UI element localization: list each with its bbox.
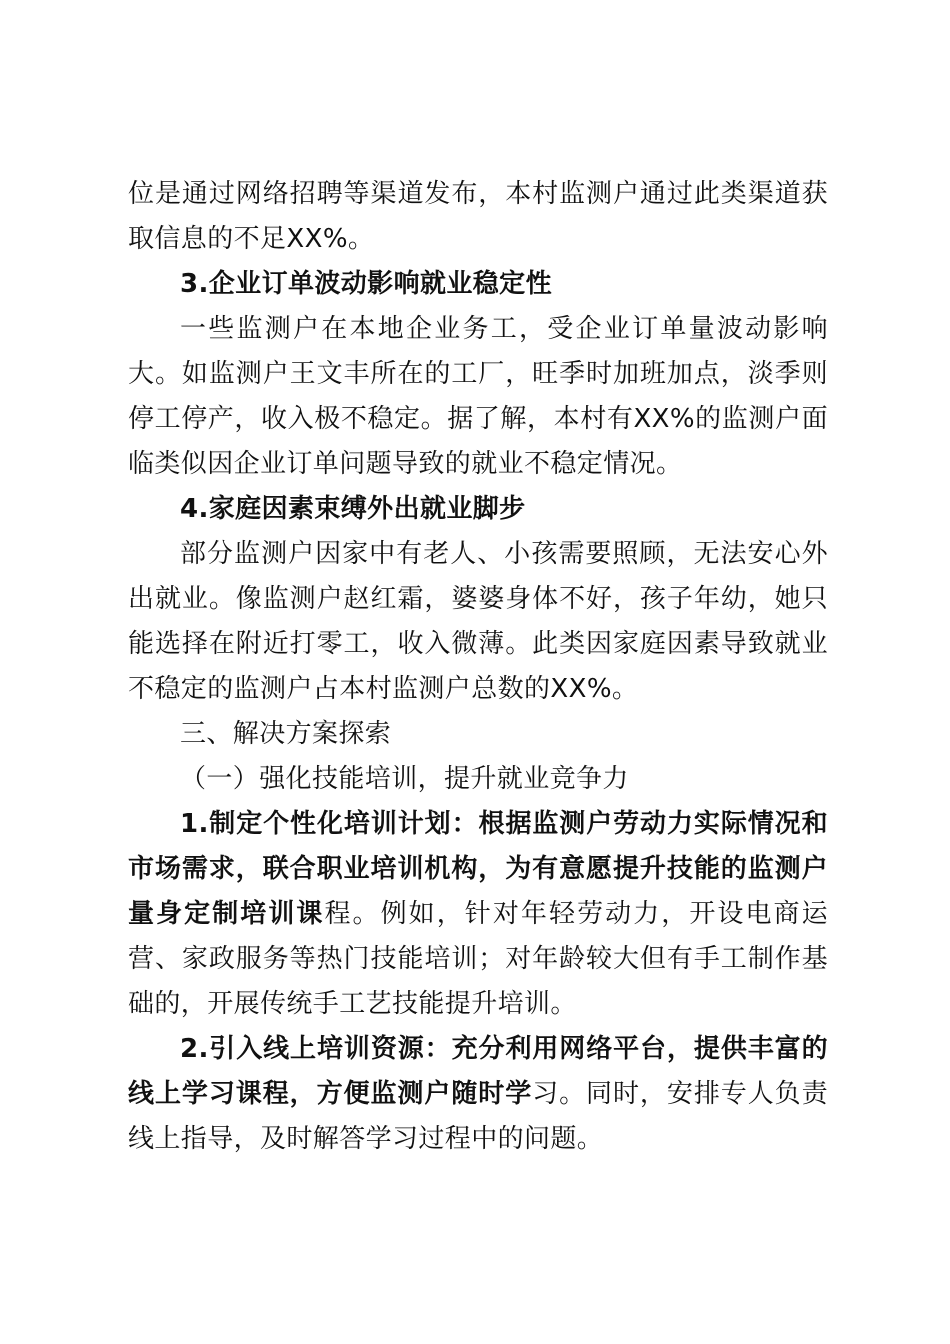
body-online-training: 习。同时，安排专人负责线上指导，及时解答学习过程中的问题。 — [128, 1079, 828, 1154]
subsection-heading-skills-training: （一）强化技能培训，提升就业竞争力 — [180, 764, 629, 794]
paragraph-continuation: 位是通过网络招聘等渠道发布，本村监测户通过此类渠道获取信息的不足XX%。 — [128, 179, 828, 254]
lead-online-training: 2.引入线上培训资源：充分利用网络平台，提供丰富的线上学习课程，方便监测户随时学 — [128, 1034, 828, 1109]
paragraph-family-factors: 部分监测户因家中有老人、小孩需要照顾，无法安心外出就业。像监测户赵红霜，婆婆身体不好，孩子年幼，她只能选择在附近打零工，收入微薄。此类因家庭因素导致就业不稳定的监测户占本村监测户总数的XX%。 — [128, 539, 828, 704]
document-page — [128, 172, 828, 1162]
body-training-plan: 程。例如，针对年轻劳动力，开设电商运营、家政服务等热门技能培训；对年龄较大但有手工制作基础的，开展传统手工艺技能提升培训。 — [128, 899, 828, 1019]
section-heading-solutions: 三、解决方案探索 — [180, 719, 392, 749]
lead-training-plan: 1.制定个性化培训计划：根据监测户劳动力实际情况和市场需求，联合职业培训机构，为有意愿提升技能的监测户量身定制培训课 — [128, 809, 828, 929]
paragraph-order-fluctuation: 一些监测户在本地企业务工，受企业订单量波动影响大。如监测户王文丰所在的工厂，旺季时加班加点，淡季则停工停产，收入极不稳定。据了解，本村有XX%的监测户面临类似因企业订单问题导致的就业不稳定情况。 — [128, 314, 828, 479]
paragraph-training-plan — [128, 802, 828, 1027]
subheading-family-factors: 4.家庭因素束缚外出就业脚步 — [180, 494, 526, 524]
subheading-order-fluctuation: 3.企业订单波动影响就业稳定性 — [180, 269, 552, 299]
paragraph-online-training — [128, 1027, 828, 1162]
